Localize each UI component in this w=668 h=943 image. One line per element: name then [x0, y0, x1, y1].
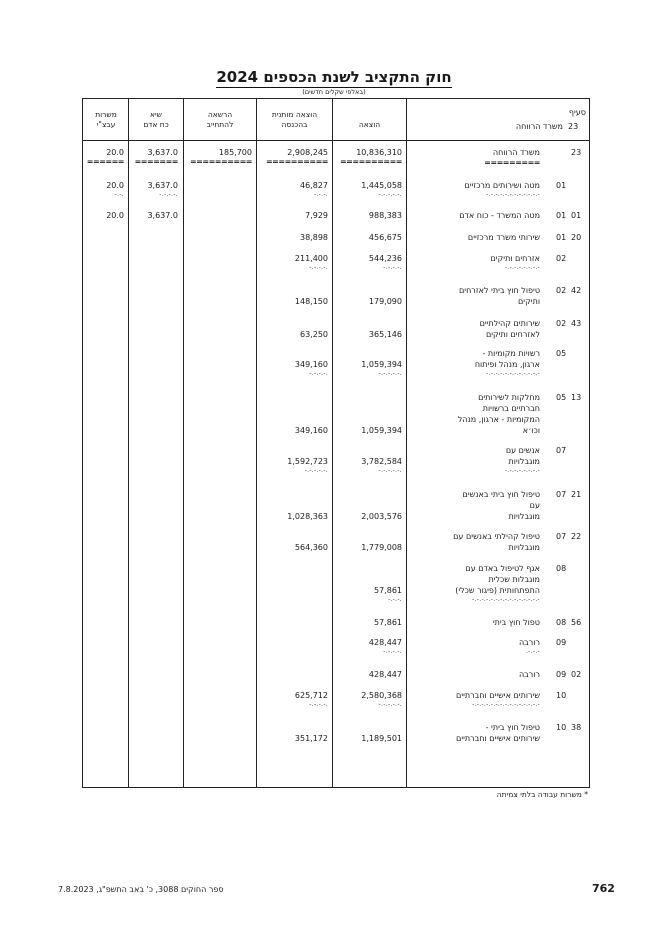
row-subcode: 10	[556, 723, 567, 732]
row-expense-value: 1,189,501	[361, 734, 402, 743]
row-subcode: 02	[556, 254, 567, 263]
row-name: עם	[529, 501, 540, 510]
row-subcode: 02	[556, 286, 567, 295]
header-section-name: משרד הרווחה	[515, 122, 563, 131]
row-name-underline: -.-.-.-.-.-.-.-	[504, 467, 540, 474]
page-number: 762	[592, 882, 615, 895]
row-name: שירותים אישיים וחברתיים	[456, 734, 540, 743]
row-name: רורבה	[518, 670, 540, 679]
col-divider	[183, 98, 184, 788]
row-name: וכו׳א	[522, 426, 540, 435]
dash-underline: -.-.-.	[313, 191, 328, 198]
header-temp-positions: משרות עבצ"י	[95, 110, 117, 129]
dash-underline: -.-.-.-.	[309, 370, 328, 377]
row-revenue-value: 349,160	[294, 360, 328, 369]
row-revenue-value: 351,172	[294, 734, 328, 743]
row-expense-value: 544,236	[368, 254, 402, 263]
row-code: 21	[571, 490, 582, 499]
row-code: 13	[571, 393, 582, 402]
row-temp-value: 20.0	[106, 181, 124, 190]
row-revenue-value: 38,898	[300, 233, 328, 242]
row-name: רשויות מקומיות -	[482, 349, 540, 358]
row-subcode: 01	[556, 233, 567, 242]
row-subcode: 01	[556, 211, 567, 220]
row-name-underline: -.-.-.-.-.-.-.-.-.-.-.-	[486, 191, 540, 198]
row-revenue-value: 564,360	[294, 543, 328, 552]
row-expense-value: 2,580,368	[361, 691, 402, 700]
page-subtitle: (באלפי שקלים חדשים)	[302, 88, 366, 96]
double-underline: ==========	[339, 157, 402, 166]
row-code: 23	[571, 148, 582, 157]
row-name: טיפול חוץ ביתי באנשים	[462, 490, 540, 499]
row-revenue-value: 2,908,245	[287, 148, 328, 157]
double-underline: ==========	[189, 157, 252, 166]
row-subcode: 07	[556, 490, 567, 499]
dash-underline: -.-.-.-.	[383, 648, 402, 655]
dash-underline: -.-.-.	[387, 596, 402, 603]
col-divider	[332, 98, 333, 788]
row-subcode: 09	[556, 670, 567, 679]
col-divider	[256, 98, 257, 788]
row-auth-value: 185,700	[218, 148, 252, 157]
row-code: 56	[571, 618, 582, 627]
row-name-underline: =========	[484, 158, 540, 167]
row-name: טיפול קהילתי באנשים עם	[453, 532, 540, 541]
dash-underline: -.-.-.-.	[383, 264, 402, 271]
row-name-underline: -.-.-.-.-.-.-.-	[504, 264, 540, 271]
row-expense-value: 1,059,394	[361, 360, 402, 369]
header-section-label: סעיף	[568, 108, 586, 117]
row-subcode: 10	[556, 691, 567, 700]
row-expense-value: 10,836,310	[356, 148, 402, 157]
row-code: 20	[571, 233, 582, 242]
row-peak-value: 3,637.0	[147, 211, 178, 220]
row-expense-value: 57,861	[374, 618, 402, 627]
row-code: 43	[571, 319, 582, 328]
header-section-number: 23	[568, 122, 579, 131]
row-revenue-value: 625,712	[294, 691, 328, 700]
row-subcode: 09	[556, 638, 567, 647]
row-name: טיפול חוץ ביתי -	[485, 723, 540, 732]
row-name: המקומיות - ארגון, מנהל	[457, 415, 540, 424]
row-name-underline: -.-.-.-.-.-.-.-.-.-.-.-	[486, 370, 540, 377]
row-expense-value: 988,383	[368, 211, 402, 220]
footer-publication: ספר החוקים 3088, כ' באב התשפ"ג, 7.8.2023	[58, 885, 224, 894]
col-divider	[128, 98, 129, 788]
row-name: מוגבלויות	[508, 457, 540, 466]
row-code: 01	[571, 211, 582, 220]
row-name: שירותי משרד מרכזיים	[467, 233, 540, 242]
budget-table	[82, 98, 590, 788]
header-expense: הוצאה	[358, 120, 381, 129]
row-subcode: 08	[556, 564, 567, 573]
row-expense-value: 428,447	[368, 638, 402, 647]
row-name: מחלקות לשירותים	[478, 393, 540, 402]
row-name: טיפול חוץ ביתי לאזרחים	[458, 286, 540, 295]
dash-underline: -.-.-.-.-.	[378, 191, 402, 198]
row-name: טפול חוץ ביתי	[492, 618, 540, 627]
row-name: ארגון, מנהל ופיתוח	[474, 360, 540, 369]
row-revenue-value: 1,028,363	[287, 512, 328, 521]
row-subcode: 05	[556, 349, 567, 358]
row-subcode: 02	[556, 319, 567, 328]
header-conditioned-expense: הוצאה מותנית בהכנסה	[271, 110, 318, 129]
row-name: מוגבלויות	[508, 512, 540, 521]
row-peak-value: 3,637.0	[147, 181, 178, 190]
col-divider	[406, 98, 407, 788]
dash-underline: -.-.-.-.	[309, 701, 328, 708]
row-name: חברתיים ברשויות	[482, 404, 540, 413]
row-subcode: 05	[556, 393, 567, 402]
row-subcode: 01	[556, 181, 567, 190]
dash-underline: -.-.-.-.-.	[304, 467, 328, 474]
row-temp-value: 20.0	[106, 148, 124, 157]
row-peak-value: 3,637.0	[147, 148, 178, 157]
row-expense-value: 365,146	[368, 330, 402, 339]
row-name: מטה ושירותים מרכזיים	[464, 181, 540, 190]
row-revenue-value: 211,400	[294, 254, 328, 263]
row-expense-value: 1,059,394	[361, 426, 402, 435]
dash-underline: -.-.-.-.	[309, 264, 328, 271]
row-code: 22	[571, 532, 582, 541]
row-code: 42	[571, 286, 582, 295]
row-name: מוגבלות שכלית	[488, 575, 540, 584]
row-subcode: 07	[556, 446, 567, 455]
row-revenue-value: 148,150	[294, 297, 328, 306]
dash-underline: -.-.-.-.-.	[378, 467, 402, 474]
row-expense-value: 1,779,008	[361, 543, 402, 552]
row-code: 02	[571, 670, 582, 679]
row-revenue-value: 1,592,723	[287, 457, 328, 466]
row-subcode: 07	[556, 532, 567, 541]
row-name: אזרחים ותיקים	[490, 254, 540, 263]
row-name: שירותים אישיים וחברתיים	[456, 691, 540, 700]
row-expense-value: 2,003,576	[361, 512, 402, 521]
row-name: רורבה	[518, 638, 540, 647]
row-name-underline: -.-.-.	[525, 648, 540, 655]
dash-underline: -.-.-.-.-.	[378, 701, 402, 708]
row-name: התפתחותית (פיגור שכלי)	[455, 586, 540, 595]
row-name: ותיקים	[518, 297, 540, 306]
row-expense-value: 428,447	[368, 670, 402, 679]
row-subcode: 08	[556, 618, 567, 627]
row-temp-value: 20.0	[106, 211, 124, 220]
row-name: לאזרחים ותיקים	[485, 330, 540, 339]
row-name: מטה המשרד - כוח אדם	[459, 211, 540, 220]
row-name: מוגבלויות	[508, 543, 540, 552]
row-expense-value: 1,445,058	[361, 181, 402, 190]
row-name: משרד הרווחה	[492, 148, 540, 157]
row-name-underline: -.-.-.-.-.-.-.-.-.-.-.-.-.-.-	[472, 701, 540, 708]
header-divider	[82, 140, 590, 141]
row-revenue-value: 349,160	[294, 426, 328, 435]
dash-underline: -.-.-.-.	[159, 191, 178, 198]
double-underline: ======	[86, 157, 124, 166]
footnote: * משרות עבודה בלתי צמיתה	[496, 790, 588, 799]
row-revenue-value: 46,827	[300, 181, 328, 190]
row-revenue-value: 7,929	[305, 211, 328, 220]
row-code: 38	[571, 723, 582, 732]
row-expense-value: 3,782,584	[361, 457, 402, 466]
row-name: שירותים קהילתיים	[479, 319, 540, 328]
row-name: אנשים עם	[505, 446, 540, 455]
dash-underline: -.-.-.-.-.	[378, 370, 402, 377]
row-expense-value: 179,090	[368, 297, 402, 306]
dash-underline: -.-.	[114, 191, 124, 198]
double-underline: ==========	[265, 157, 328, 166]
double-underline: =======	[134, 157, 178, 166]
row-name: אגף לטיפול באדם עם	[465, 564, 540, 573]
row-revenue-value: 63,250	[300, 330, 328, 339]
page-title: חוק התקציב לשנת הכספים 2024	[216, 68, 452, 86]
row-expense-value: 57,861	[374, 586, 402, 595]
header-commitment-authorization: הרשאה להתחייב	[206, 110, 234, 129]
row-name-underline: -.-.-.-.-.-.-.-.-.-.-.-.-.-.-	[472, 596, 540, 603]
row-expense-value: 456,675	[368, 233, 402, 242]
header-peak-manpower: שיא כח אדם	[143, 110, 169, 129]
